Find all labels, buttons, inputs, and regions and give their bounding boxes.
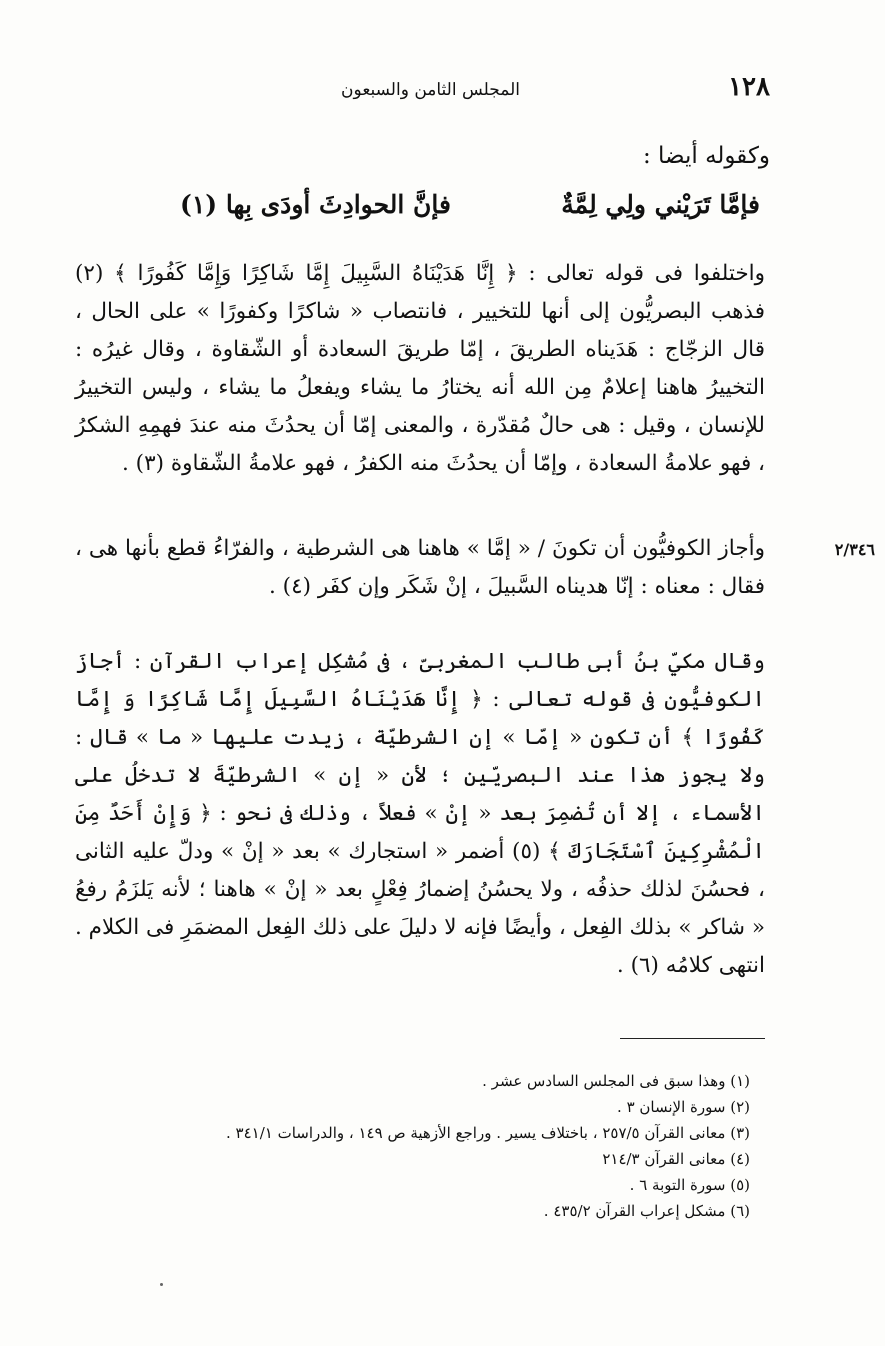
footnote: (٣) معانى القرآن ٢٥٧/٥ ، باختلاف يسير . وراجع الأزهية ص ١٤٩ ، والدراسات ٣٤١/١ . [226,1124,750,1142]
footnote: (٦) مشكل إعراب القرآن ٤٣٥/٢ . [543,1202,750,1220]
paragraph-text: وقال مكيّ بنُ أبى طالب المغربىّ ، فى مُشكِل إعراب القرآن : أجازَ الكوفيُّون فى قوله تعالى : ﴿ إِنَّا هَدَيْنَاهُ السَّبِيلَ إِمَّا شَاكِرًا وَ إِمَّا كَفُورًا ﴾ أن تكون « إمّا » إن الشرطيّة ، زيدت عليها « ما » قال : ولا يجوز هذا عند البصريّين ؛ لأن « إن » الشرطيّةَ لا تدخلُ على الأسماء ، إلا أن تُضمِرَ بعد « إنْ » فعلاً ، وذلك فى نحو : ﴿ وَإِنْ أَحَدٌ مِنَ الْمُشْرِكِينَ ٱسْتَجَارَكَ ﴾ (٥) أضمر « استجارك » بعد « إنْ » ودلّ عليه الثانى ، فحسُنَ لذلك حذفُه ، ولا يحسُنُ إضمارُ فِعْلٍ بعد « إنْ » هاهنا ؛ لأنه يَلزَمُ رفعُ « شاكر » بذلك الفِعل ، وأيضًا فإنه لا دليلَ على ذلك الفِعل المضمَرِ فى الكلام . انتهى كلامُه (٦) . [75,649,766,978]
footnote: (٤) معانى القرآن ٢١٤/٣ [602,1150,750,1168]
footnote-separator [620,1038,765,1039]
paragraph-text: وأجاز الكوفيُّون أن تكونَ / « إمَّا » هاهنا هى الشرطية ، والفرّاءُ قطع بأنها هى ، فقال : معناه : إنّا هديناه السَّبيلَ ، إنْ شَكَر وإن كفَر (٤) . [75,536,765,599]
body-paragraph [75,643,765,985]
verse-first-hemistich: فإمَّا تَرَيْني ولِي لِمَّةٌ [561,190,760,219]
body-paragraph [75,530,765,606]
footnote: (١) وهذا سبق فى المجلس السادس عشر . [482,1072,750,1090]
scan-speck [160,1283,163,1286]
intro-line: وكقوله أيضا : [642,143,770,169]
running-title: المجلس الثامن والسبعون [341,80,520,100]
poetry-verse [160,190,780,235]
margin-reference: ٢/٣٤٦ [834,540,875,559]
footnotes [60,1068,750,1224]
page-header [90,72,770,108]
footnote: (٥) سورة التوبة ٦ . [629,1176,750,1194]
paragraph-text: واختلفوا فى قوله تعالى : ﴿ إِنَّا هَدَيْنَاهُ السَّبِيلَ إِمَّا شَاكِرًا وَإِمَّا كَفُورًا ﴾ (٢) فذهب البصريُّون إلى أنها للتخيير ، فانتصاب « شاكرًا وكفورًا » على الحال ، قال الزجّاج : هَدَيناه الطريقَ ، إمّا طريقَ السعادة أو الشّقاوة ، وقال غيرُه : التخييرُ هاهنا إعلامٌ مِن الله أنه يختارُ ما يشاء ويفعلُ ما يشاء ، وليس التخييرُ للإنسان ، وقيل : هى حالٌ مُقدّرة ، والمعنى إمّا أن يحدُثَ منه عندَ فهمِهِ الشكرُ ، فهو علامةُ السعادة ، وإمّا أن يحدُثَ منه الكفرُ ، فهو علامةُ الشّقاوة (٣) . [75,261,765,476]
body-paragraph [75,255,765,483]
footnote: (٢) سورة الإنسان ٣ . [617,1098,750,1116]
page-number: ١٢٨ [728,72,770,102]
verse-second-hemistich: فإنَّ الحوادِثَ أودَى بِها (١) [180,190,451,219]
